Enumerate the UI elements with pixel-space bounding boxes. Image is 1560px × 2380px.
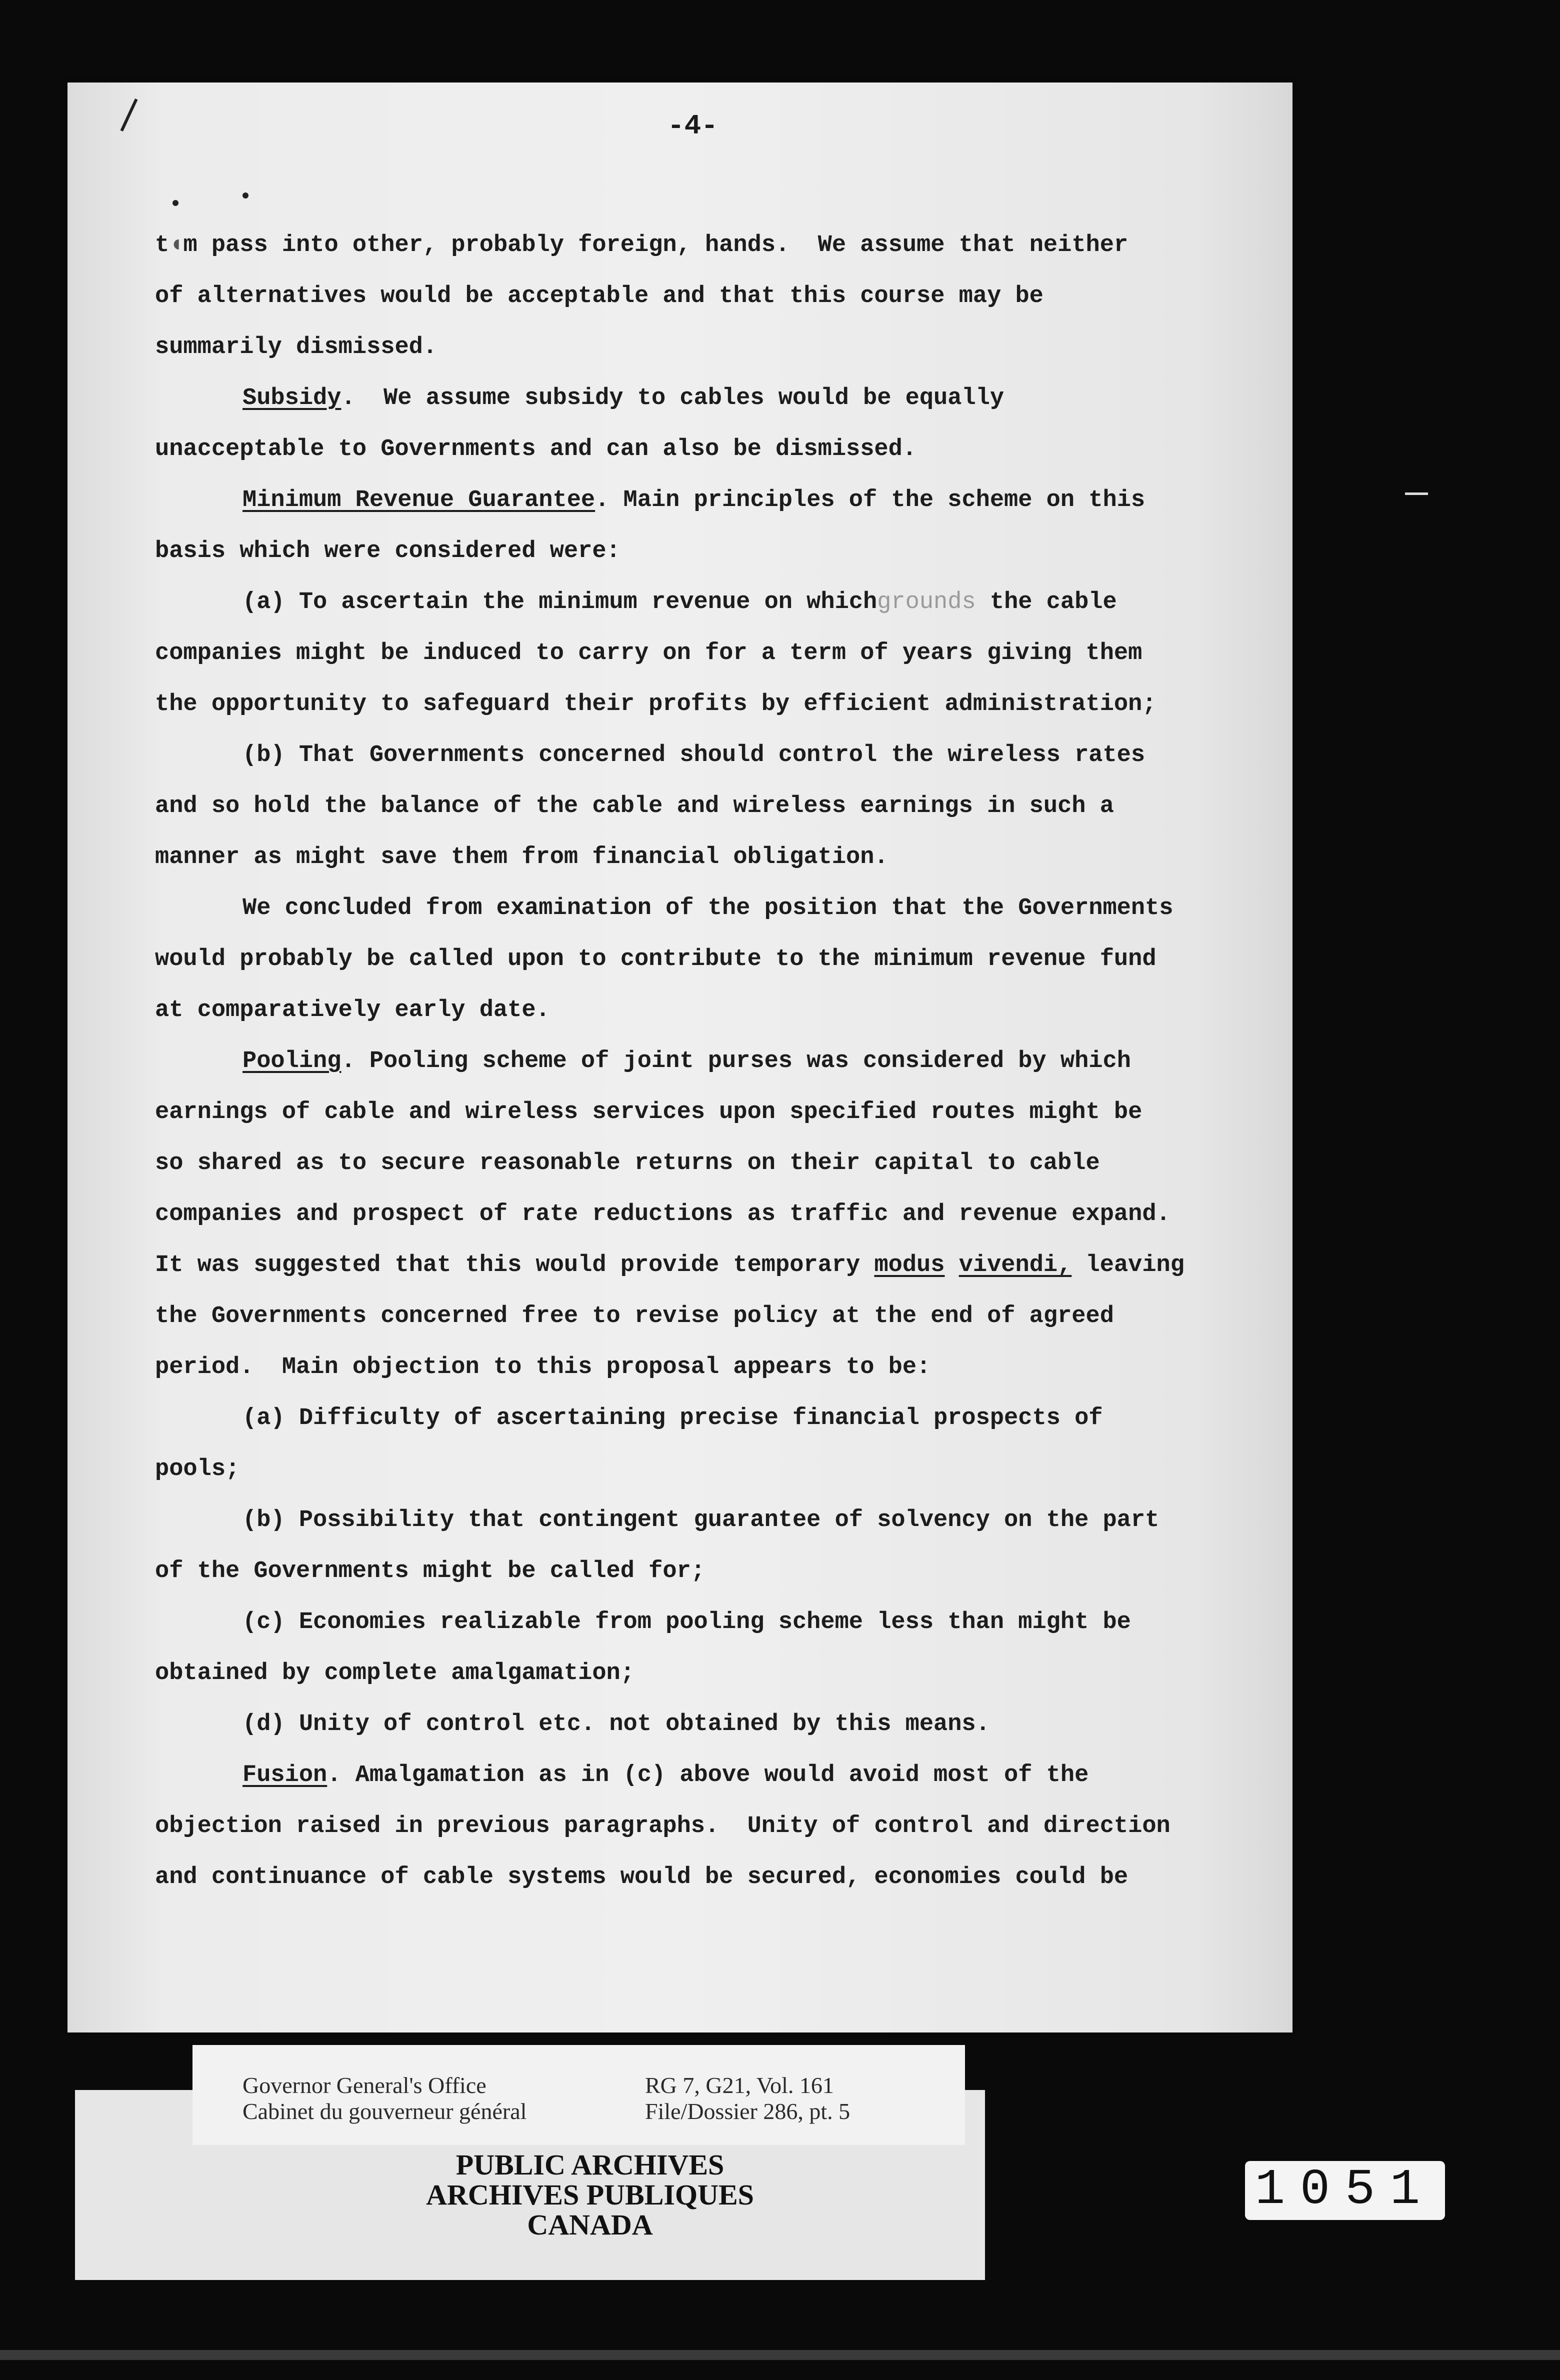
text-run: (a) Difficulty of ascertaining precise financial prospects of	[242, 1405, 1103, 1432]
text-run: of the Governments might be called for;	[155, 1558, 705, 1584]
archive-institution-label	[350, 2150, 830, 2240]
microfilm-frame-number: 1051	[1245, 2161, 1445, 2220]
text-run: unacceptable to Governments and can also be dismissed.	[155, 436, 917, 462]
text-line	[155, 1597, 1255, 1648]
text-line	[155, 1138, 1255, 1189]
text-run	[944, 1252, 958, 1278]
text-run: earnings of cable and wireless services upon specified routes might be	[155, 1099, 1142, 1126]
text-run: period. Main objection to this proposal appears to be:	[155, 1354, 931, 1380]
text-line	[155, 1087, 1255, 1138]
text-run: . Amalgamation as in (c) above would avoid most of the	[327, 1762, 1089, 1788]
text-run: summarily dismissed.	[155, 334, 438, 360]
archive-label-country: CANADA	[527, 2208, 653, 2241]
text-line	[155, 1393, 1255, 1444]
ink-dot	[242, 192, 248, 198]
text-run: (c) Economies realizable from pooling scheme less than might be	[242, 1609, 1131, 1636]
text-line	[155, 322, 1255, 373]
text-run: We concluded from examination of the position that the Governments	[242, 895, 1174, 922]
underlined-heading: Fusion	[242, 1762, 328, 1788]
text-run: t	[155, 232, 170, 258]
text-line	[155, 730, 1255, 781]
underlined-heading: Pooling	[242, 1048, 342, 1074]
text-line	[155, 1801, 1255, 1852]
archive-reference-card	[192, 2045, 965, 2145]
text-line	[155, 985, 1255, 1036]
ink-dot	[172, 200, 178, 206]
text-line	[155, 832, 1255, 883]
page-number: -4-	[668, 110, 718, 142]
text-run: grounds	[877, 589, 976, 616]
text-line	[155, 1699, 1255, 1750]
pen-tick-mark	[120, 98, 138, 132]
text-run: obtained by complete amalgamation;	[155, 1660, 634, 1686]
document-page	[68, 82, 1292, 2032]
underlined-heading: Subsidy	[242, 385, 342, 412]
text-line	[155, 1444, 1255, 1495]
text-run: the Governments concerned free to revise policy at the end of agreed	[155, 1303, 1114, 1330]
text-line	[155, 1342, 1255, 1393]
text-run: (a) To ascertain the minimum revenue on which	[242, 589, 878, 616]
text-run: manner as might save them from financial obligation.	[155, 844, 888, 870]
text-line	[155, 1495, 1255, 1546]
text-run: It was suggested that this would provide temporary	[155, 1252, 874, 1278]
text-line	[155, 220, 1255, 271]
text-line	[155, 628, 1255, 679]
text-line	[155, 1750, 1255, 1801]
office-english: Governor General's Office	[242, 2072, 486, 2098]
text-run: of alternatives would be acceptable and that this course may be	[155, 283, 1044, 310]
text-run: pools;	[155, 1456, 240, 1482]
text-line	[155, 577, 1255, 628]
document-body	[155, 220, 1255, 1903]
text-run: basis which were considered were:	[155, 538, 620, 564]
text-line	[155, 1189, 1255, 1240]
text-run: the opportunity to safeguard their profits by efficient administration;	[155, 691, 1156, 718]
archive-label-english: PUBLIC ARCHIVES	[456, 2148, 724, 2181]
file-reference	[645, 2072, 850, 2124]
record-group: RG 7, G21, Vol. 161	[645, 2072, 834, 2098]
text-line	[155, 1036, 1255, 1087]
text-line	[155, 1240, 1255, 1291]
text-run: ◖	[169, 232, 184, 258]
text-run: and so hold the balance of the cable and wireless earnings in such a	[155, 793, 1114, 820]
text-line	[155, 475, 1255, 526]
text-line	[155, 271, 1255, 322]
text-run: companies might be induced to carry on for a term of years giving them	[155, 640, 1142, 666]
text-run: (d) Unity of control etc. not obtained by this means.	[242, 1711, 990, 1738]
text-run: companies and prospect of rate reductions as traffic and revenue expand.	[155, 1201, 1170, 1228]
text-line	[155, 373, 1255, 424]
archive-label-french: ARCHIVES PUBLIQUES	[426, 2178, 754, 2211]
text-line	[155, 679, 1255, 730]
text-run: objection raised in previous paragraphs. Unity of control and direction	[155, 1813, 1170, 1840]
text-run: . Main principles of the scheme on this	[595, 487, 1146, 514]
text-run: leaving	[1072, 1252, 1184, 1278]
text-line	[155, 526, 1255, 577]
text-line	[155, 934, 1255, 985]
underlined-heading: Minimum Revenue Guarantee	[242, 487, 596, 514]
text-run: (b) That Governments concerned should control the wireless rates	[242, 742, 1146, 768]
text-run: . Pooling scheme of joint purses was considered by which	[341, 1048, 1131, 1074]
text-run: m pass into other, probably foreign, hands. We assume that neither	[183, 232, 1128, 258]
text-line	[155, 1852, 1255, 1903]
text-run: the cable	[976, 589, 1117, 616]
underlined-heading: modus	[874, 1252, 945, 1278]
text-run: (b) Possibility that contingent guarantee of solvency on the part	[242, 1507, 1160, 1534]
office-french: Cabinet du gouverneur général	[242, 2098, 527, 2124]
text-run: so shared as to secure reasonable returns on their capital to cable	[155, 1150, 1100, 1176]
text-line	[155, 883, 1255, 934]
margin-mark	[1405, 492, 1428, 495]
text-line	[155, 1648, 1255, 1699]
text-line	[155, 1291, 1255, 1342]
text-run: . We assume subsidy to cables would be equally	[341, 385, 1004, 412]
text-line	[155, 781, 1255, 832]
text-run: at comparatively early date.	[155, 997, 550, 1024]
text-line	[155, 1546, 1255, 1597]
underlined-heading: vivendi,	[958, 1252, 1072, 1278]
text-run: would probably be called upon to contribute to the minimum revenue fund	[155, 946, 1156, 972]
office-names	[242, 2072, 526, 2124]
file-number: File/Dossier 286, pt. 5	[645, 2098, 850, 2124]
film-edge	[0, 2350, 1560, 2360]
text-line	[155, 424, 1255, 475]
text-run: and continuance of cable systems would be secured, economies could be	[155, 1864, 1128, 1890]
